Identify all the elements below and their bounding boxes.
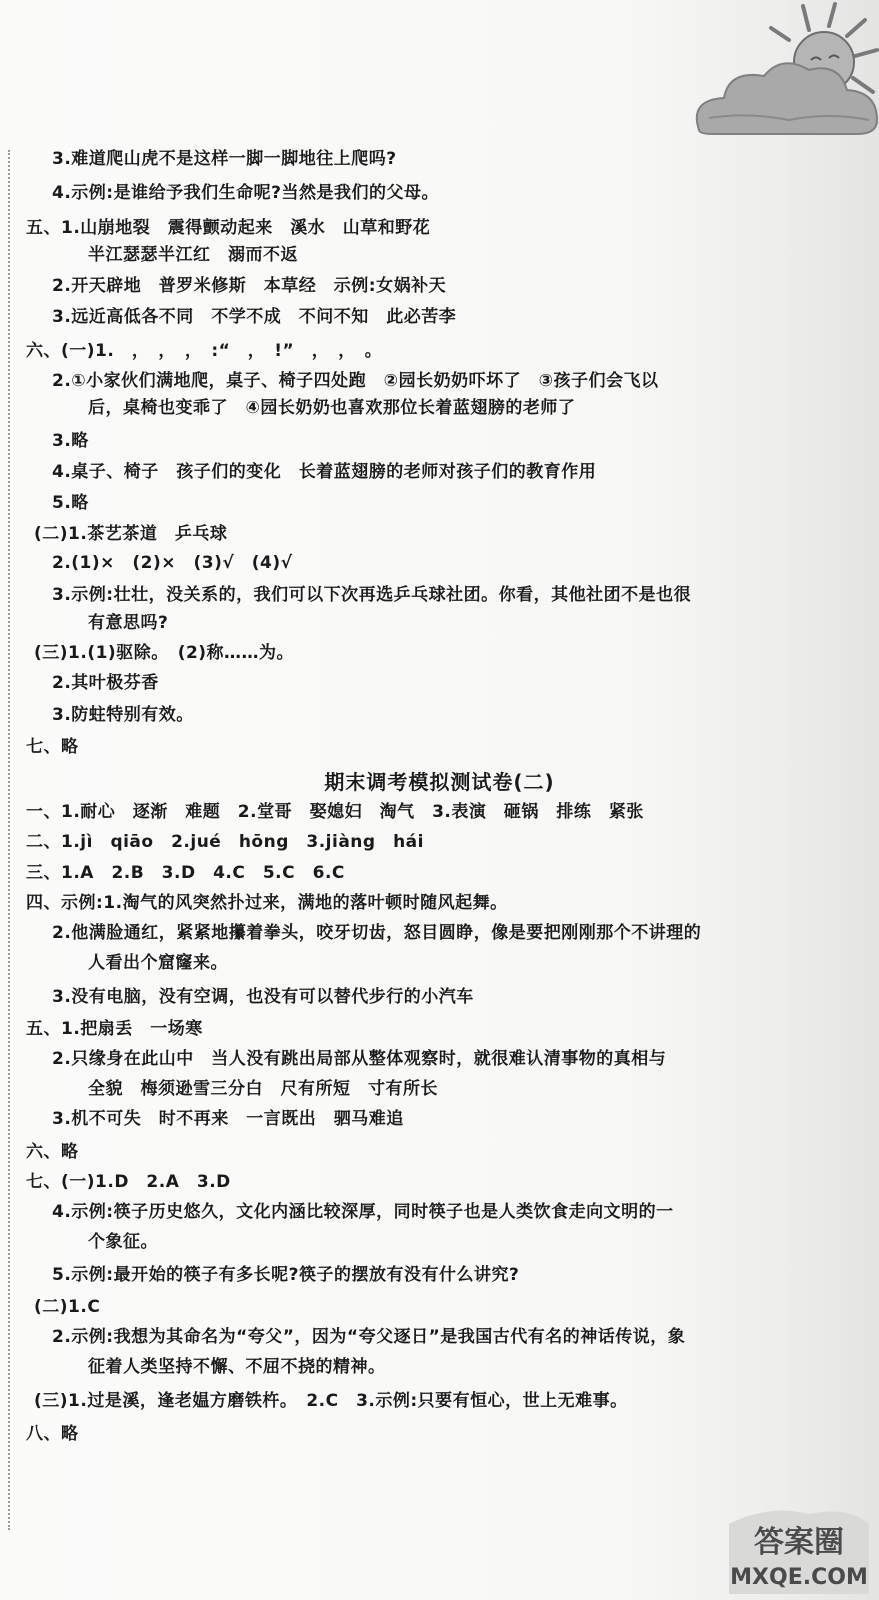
answer-line: 2.①小家伙们满地爬，桌子、椅子四处跑 ②园长奶奶吓坏了 ③孩子们会飞以 xyxy=(52,371,659,391)
answer-line: 五、1.把扇丢 一场寒 xyxy=(26,1019,203,1039)
answer-line: 八、略 xyxy=(26,1424,79,1444)
sun-cloud-decoration-icon xyxy=(679,0,879,150)
answer-line: (三)1.过是溪，逢老媪方磨铁杵。 2.C 3.示例:只要有恒心，世上无难事。 xyxy=(34,1391,628,1411)
answer-line: 人看出个窟窿来。 xyxy=(88,953,228,973)
answer-line: 3.远近高低各不同 不学不成 不问不知 此必苦李 xyxy=(52,307,457,327)
answer-line: 5.略 xyxy=(52,493,89,513)
answer-line: 七、略 xyxy=(26,737,79,757)
answer-line: (二)1.C xyxy=(34,1297,101,1317)
answer-line: 二、1.jì qiāo 2.jué hōng 3.jiàng hái xyxy=(26,832,424,852)
answer-line: 有意思吗? xyxy=(88,613,169,633)
answer-line: 六、略 xyxy=(26,1142,79,1162)
answer-line: 四、示例:1.淘气的风突然扑过来，满地的落叶顿时随风起舞。 xyxy=(26,893,508,913)
section-title: 期末调考模拟测试卷(二) xyxy=(324,770,555,794)
answer-line: 2.开天辟地 普罗米修斯 本草经 示例:女娲补天 xyxy=(52,276,447,296)
binding-dotted-line xyxy=(8,150,10,1530)
answer-line: 七、(一)1.D 2.A 3.D xyxy=(26,1172,231,1192)
answer-line: 后，桌椅也变乖了 ④园长奶奶也喜欢那位长着蓝翅膀的老师了 xyxy=(88,398,576,418)
answer-line: 全貌 梅须逊雪三分白 尺有所短 寸有所长 xyxy=(88,1079,438,1099)
answer-line: (三)1.(1)驱除。 (2)称……为。 xyxy=(34,643,295,663)
answer-line: (二)1.茶艺茶道 乒乓球 xyxy=(34,524,228,544)
answer-line: 五、1.山崩地裂 震得颤动起来 溪水 山草和野花 xyxy=(26,218,431,238)
answer-line: 2.(1)× (2)× (3)√ (4)√ xyxy=(52,553,293,573)
answer-line: 2.其叶极芬香 xyxy=(52,673,159,693)
answer-line: 4.示例:是谁给予我们生命呢?当然是我们的父母。 xyxy=(52,183,439,203)
answer-line: 3.机不可失 时不再来 一言既出 驷马难追 xyxy=(52,1109,404,1129)
answer-line: 三、1.A 2.B 3.D 4.C 5.C 6.C xyxy=(26,863,345,883)
answer-line: 3.示例:壮壮，没关系的，我们可以下次再选乒乓球社团。你看，其他社团不是也很 xyxy=(52,585,692,605)
watermark-logo-text: 答案圈 xyxy=(754,1525,844,1560)
watermark-logo-icon xyxy=(729,1504,869,1594)
watermark-url-text: MXQE.COM xyxy=(730,1565,868,1590)
answer-line: 六、(一)1. ， ， ， :“ ， !” ， ， 。 xyxy=(26,341,383,361)
answer-line: 3.难道爬山虎不是这样一脚一脚地往上爬吗? xyxy=(52,149,397,169)
answer-line: 3.没有电脑，没有空调，也没有可以替代步行的小汽车 xyxy=(52,987,474,1007)
answer-line: 半江瑟瑟半江红 溺而不返 xyxy=(88,245,298,265)
answer-line: 个象征。 xyxy=(88,1232,158,1252)
answer-line: 4.桌子、椅子 孩子们的变化 长着蓝翅膀的老师对孩子们的教育作用 xyxy=(52,462,597,482)
answer-line: 3.防蛀特别有效。 xyxy=(52,705,194,725)
answer-line: 2.只缘身在此山中 当人没有跳出局部从整体观察时，就很难认清事物的真相与 xyxy=(52,1049,667,1069)
answer-line: 2.示例:我想为其命名为“夸父”，因为“夸父逐日”是我国古代有名的神话传说，象 xyxy=(52,1327,686,1347)
answer-line: 5.示例:最开始的筷子有多长呢?筷子的摆放有没有什么讲究? xyxy=(52,1265,520,1285)
answer-line: 2.他满脸通红，紧紧地攥着拳头，咬牙切齿，怒目圆睁，像是要把刚刚那个不讲理的 xyxy=(52,923,702,943)
answer-line: 征着人类坚持不懈、不屈不挠的精神。 xyxy=(88,1357,386,1377)
answer-line: 4.示例:筷子历史悠久，文化内涵比较深厚，同时筷子也是人类饮食走向文明的一 xyxy=(52,1202,674,1222)
answer-line: 一、1.耐心 逐渐 难题 2.堂哥 娶媳妇 淘气 3.表演 砸锅 排练 紧张 xyxy=(26,802,644,822)
answer-line: 3.略 xyxy=(52,431,89,451)
